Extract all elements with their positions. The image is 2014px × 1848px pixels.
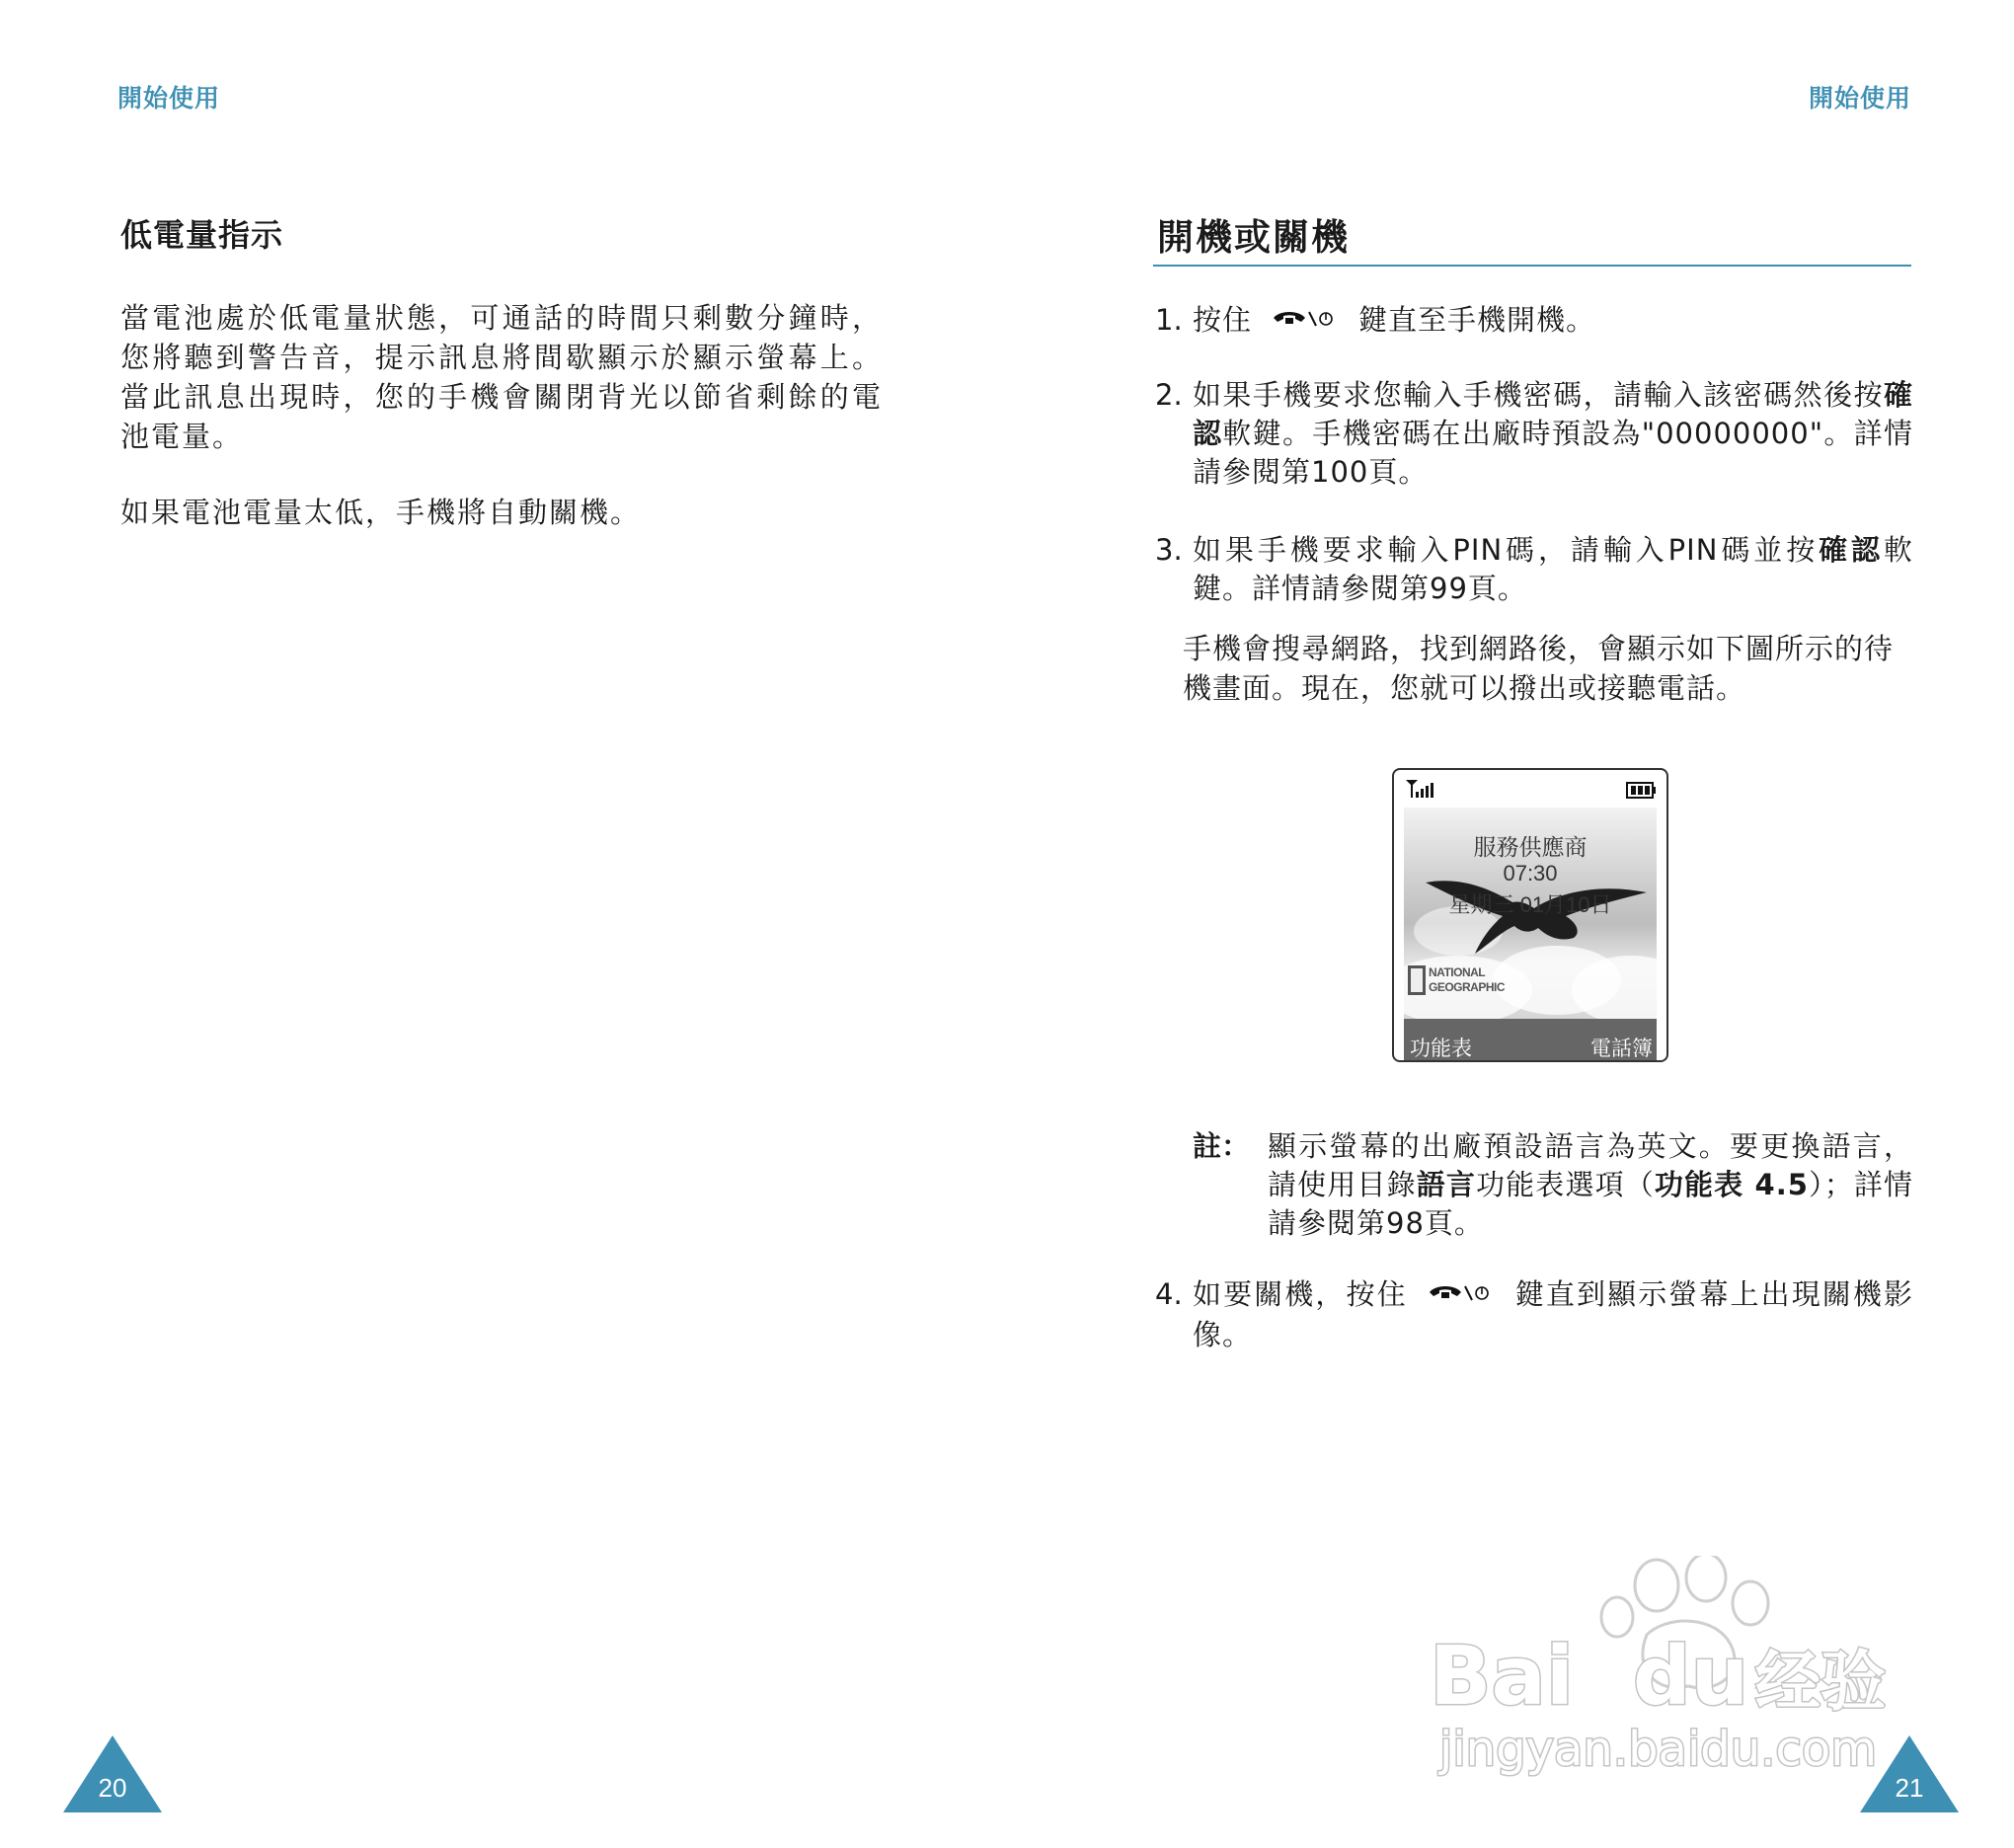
- national-geographic-logo: [1408, 965, 1505, 995]
- note-text-3: ）；詳情請參閱第98頁。: [1268, 1168, 1913, 1240]
- power-end-key-icon: [1270, 303, 1339, 342]
- clock-date: 星期三 01月10日: [1448, 892, 1612, 917]
- signal-strength-icon: [1406, 780, 1433, 798]
- step-1-text-before: 按住: [1193, 303, 1253, 337]
- status-bar: [1394, 770, 1666, 806]
- step-1: [1155, 301, 1913, 342]
- page-number-left: [63, 1735, 162, 1812]
- note-language-bold: 語言: [1416, 1168, 1477, 1201]
- watermark-brand-2: du: [1633, 1630, 1749, 1724]
- phone-standby-screen: [1392, 768, 1668, 1062]
- step-2: [1155, 376, 1913, 492]
- watermark-url: jingyan.baidu.com: [1439, 1722, 1877, 1777]
- note-menu-bold: 功能表 4.5: [1654, 1168, 1809, 1201]
- note-text-2: 功能表選項（: [1476, 1168, 1655, 1201]
- step-2-text-2: 軟鍵。手機密碼在出廠時預設為"00000000"。詳情請參閱第100頁。: [1193, 417, 1913, 489]
- step-1-text-after: 鍵直至手機開機。: [1358, 303, 1596, 337]
- wallpaper-eagle-image: [1404, 808, 1657, 1019]
- step-1-number: 1.: [1155, 303, 1183, 337]
- step-4-text-before: 如要關機，按住: [1193, 1277, 1408, 1311]
- low-battery-paragraph: 當電池處於低電量狀態，可通話的時間只剩數分鐘時，您將聽到警告音，提示訊息將間歇顯示於顯示螢幕上。當此訊息出現時，您的手機會關閉背光以節省剩餘的電池電量。: [120, 301, 883, 453]
- power-end-key-icon-2: [1426, 1277, 1495, 1316]
- page-number-right-text: 21: [1895, 1773, 1924, 1803]
- step-3-number: 3.: [1155, 533, 1183, 567]
- ng-frame-icon: [1408, 965, 1426, 995]
- page-number-left-text: 20: [98, 1773, 127, 1803]
- note-label: 註：: [1193, 1129, 1251, 1163]
- section-title-power-on-off: 開機或關機: [1157, 216, 1350, 259]
- standby-paragraph: 手機會搜尋網路，找到網路後，會顯示如下圖所示的待機畫面。現在，您就可以撥出或接聽電話。: [1183, 632, 1895, 705]
- ng-logo-line1: NATIONAL: [1429, 965, 1486, 979]
- softkey-phonebook: 電話簿: [1590, 1037, 1653, 1060]
- baidu-jingyan-watermark: [1430, 1556, 1923, 1783]
- language-note: [1193, 1127, 1913, 1243]
- running-header-right: 開始使用: [1808, 84, 1911, 113]
- title-divider: [1153, 265, 1911, 267]
- softkey-menu: 功能表: [1410, 1037, 1472, 1060]
- step-2-number: 2.: [1155, 378, 1183, 412]
- step-4: [1155, 1275, 1913, 1354]
- step-2-text-1: 如果手機要求您輸入手機密碼，請輸入該密碼然後按: [1193, 378, 1884, 412]
- watermark-suffix: 经验: [1755, 1644, 1886, 1720]
- step-4-number: 4.: [1155, 1277, 1183, 1311]
- step-2-confirm-bold: 確認: [1193, 378, 1913, 450]
- watermark-brand: Bai: [1430, 1630, 1574, 1724]
- service-provider-label: 服務供應商: [1473, 834, 1588, 860]
- softkey-bar: [1404, 1019, 1657, 1060]
- auto-shutdown-paragraph: 如果電池電量太低，手機將自動關機。: [120, 496, 642, 529]
- battery-icon: [1627, 783, 1656, 798]
- step-3: [1155, 531, 1913, 608]
- running-header-left: 開始使用: [117, 84, 221, 113]
- step-3-confirm-bold: 確認: [1819, 533, 1884, 567]
- note-text-1: 顯示螢幕的出廠預設語言為英文。要更換語言，請使用目錄: [1268, 1129, 1913, 1201]
- ng-logo-line2: GEOGRAPHIC: [1429, 980, 1506, 994]
- step-3-text-2: 軟鍵。詳情請參閱第99頁。: [1193, 533, 1913, 605]
- step-4-text-after: 鍵直到顯示螢幕上出現關機影像。: [1193, 1277, 1913, 1351]
- section-title-low-battery: 低電量指示: [120, 216, 284, 254]
- clock-time: 07:30: [1503, 861, 1558, 886]
- step-3-text-1: 如果手機要求輸入PIN碼，請輸入PIN碼並按: [1193, 533, 1820, 567]
